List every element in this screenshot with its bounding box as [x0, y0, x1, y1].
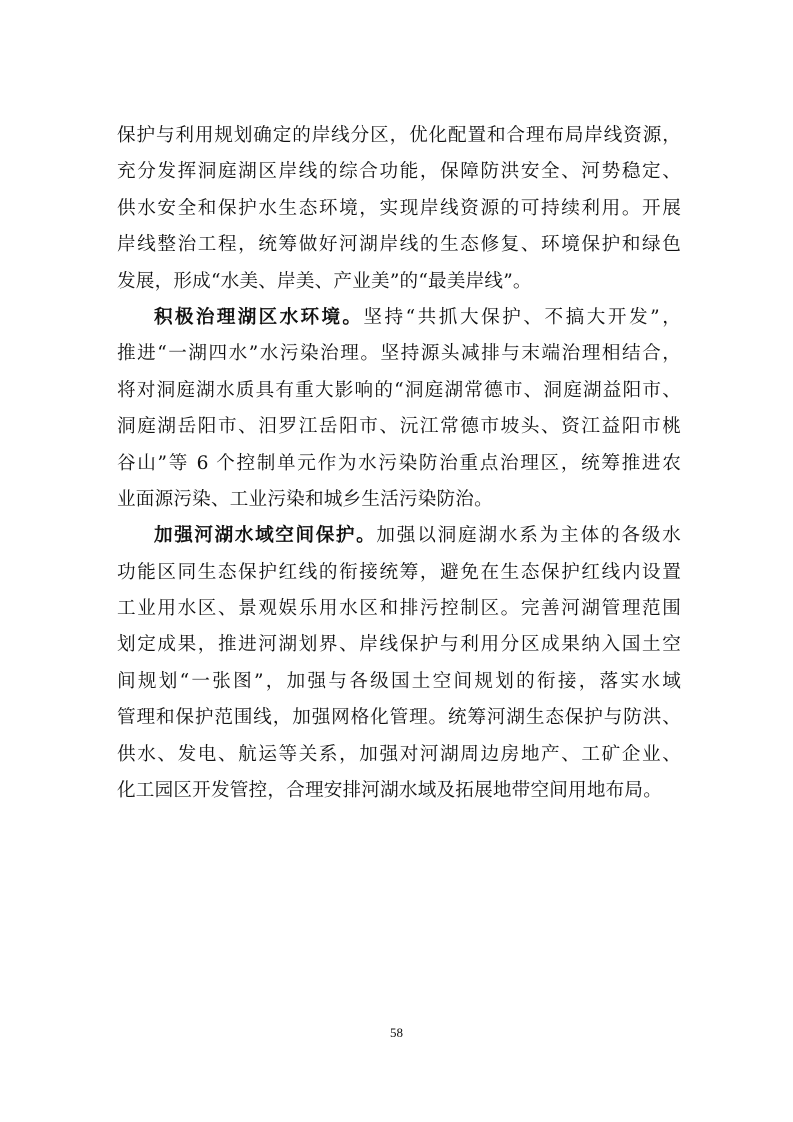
text-line-first — [117, 518, 681, 554]
paragraph-heading: 加强河湖水域空间保护。 — [154, 525, 377, 547]
text-line-first — [117, 300, 681, 336]
paragraph-shoreline — [117, 118, 681, 300]
text-line: 工业用水区、景观娱乐用水区和排污控制区。完善河湖管理范围 — [117, 598, 681, 620]
paragraph-water-environment — [117, 300, 681, 518]
paragraph-water-space — [117, 518, 681, 809]
text-line: 划定成果，推进河湖划界、岸线保护与利用分区成果纳入国土空 — [117, 634, 681, 656]
text-line: 间规划“一张图”，加强与各级国土空间规划的衔接，落实水域 — [117, 670, 681, 692]
paragraph-heading: 积极治理湖区水环境。 — [154, 306, 364, 328]
body-text — [117, 118, 681, 809]
text-line: 将对洞庭湖水质具有重大影响的“洞庭湖常德市、洞庭湖益阳市、 — [117, 379, 681, 401]
text-line: 业面源污染、工业污染和城乡生活污染防治。 — [117, 488, 493, 510]
text-line: 供水安全和保护水生态环境，实现岸线资源的可持续利用。开展 — [117, 197, 681, 219]
text-line: 岸线整治工程，统筹做好河湖岸线的生态修复、环境保护和绿色 — [117, 234, 681, 256]
text-line: 保护与利用规划确定的岸线分区，优化配置和合理布局岸线资源， — [117, 125, 681, 146]
text-line: 谷山”等 6 个控制单元作为水污染防治重点治理区，统筹推进农 — [117, 452, 681, 474]
page-number: 58 — [390, 1025, 403, 1040]
text-line: 充分发挥洞庭湖区岸线的综合功能，保障防洪安全、河势稳定、 — [117, 161, 681, 183]
text-line: 发展，形成“水美、岸美、产业美”的“最美岸线”。 — [117, 270, 532, 292]
text-line: 化工园区开发管控，合理安排河湖水域及拓展地带空间用地布局。 — [117, 780, 663, 802]
text-line: 管理和保护范围线，加强网格化管理。统筹河湖生态保护与防洪、 — [117, 707, 681, 729]
text-line: 推进“一湖四水”水污染治理。坚持源头减排与末端治理相结合， — [117, 343, 681, 365]
text-line: 洞庭湖岳阳市、汨罗江岳阳市、沅江常德市坡头、资江益阳市桃 — [117, 416, 681, 438]
text-line: 功能区同生态保护红线的衔接统筹，避免在生态保护红线内设置 — [117, 561, 681, 583]
text-line-rest: 加强以洞庭湖水系为主体的各级水 — [376, 525, 681, 547]
text-line: 供水、发电、航运等关系，加强对河湖周边房地产、工矿企业、 — [117, 743, 681, 765]
text-line-rest: 坚持“共抓大保护、不搞大开发”， — [363, 306, 681, 328]
